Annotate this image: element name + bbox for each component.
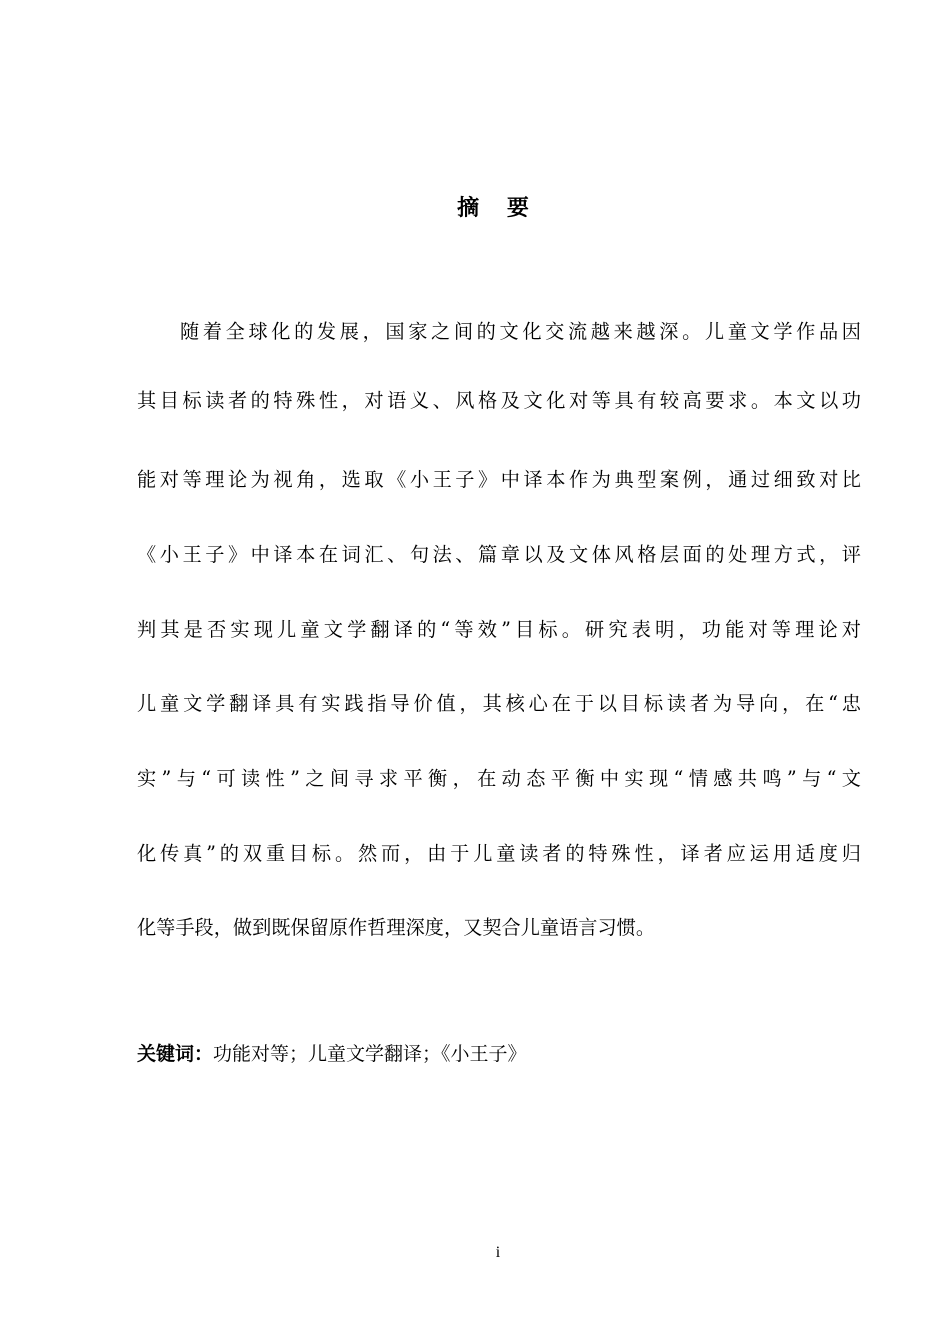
abstract-line-6: 儿童文学翻译具有实践指导价值，其核心在于以目标读者为导向，在“忠 — [137, 692, 861, 715]
keywords-value: 功能对等；儿童文学翻译；《小王子》 — [213, 1043, 527, 1065]
keywords-line — [137, 1038, 861, 1070]
abstract-line-8: 化传真”的双重目标。然而，由于儿童读者的特殊性，译者应运用适度归 — [137, 842, 861, 865]
abstract-line-5: 判其是否实现儿童文学翻译的“等效”目标。研究表明，功能对等理论对 — [137, 618, 861, 641]
abstract-line-4: 《小王子》中译本在词汇、句法、篇章以及文体风格层面的处理方式，评 — [137, 543, 861, 566]
abstract-line-2: 其目标读者的特殊性，对语义、风格及文化对等具有较高要求。本文以功 — [137, 389, 861, 412]
abstract-title: 摘 要 — [457, 196, 539, 221]
page-number: i — [495, 1244, 501, 1261]
abstract-line-1: 随着全球化的发展，国家之间的文化交流越来越深。儿童文学作品因 — [180, 320, 861, 343]
abstract-line-3: 能对等理论为视角，选取《小王子》中译本作为典型案例，通过细致对比 — [137, 468, 861, 491]
abstract-line-7: 实”与“可读性”之间寻求平衡，在动态平衡中实现“情感共鸣”与“文 — [137, 767, 861, 790]
keywords-label: 关键词： — [137, 1043, 214, 1065]
abstract-line-9: 化等手段，做到既保留原作哲理深度，又契合儿童语言习惯。 — [137, 916, 656, 939]
